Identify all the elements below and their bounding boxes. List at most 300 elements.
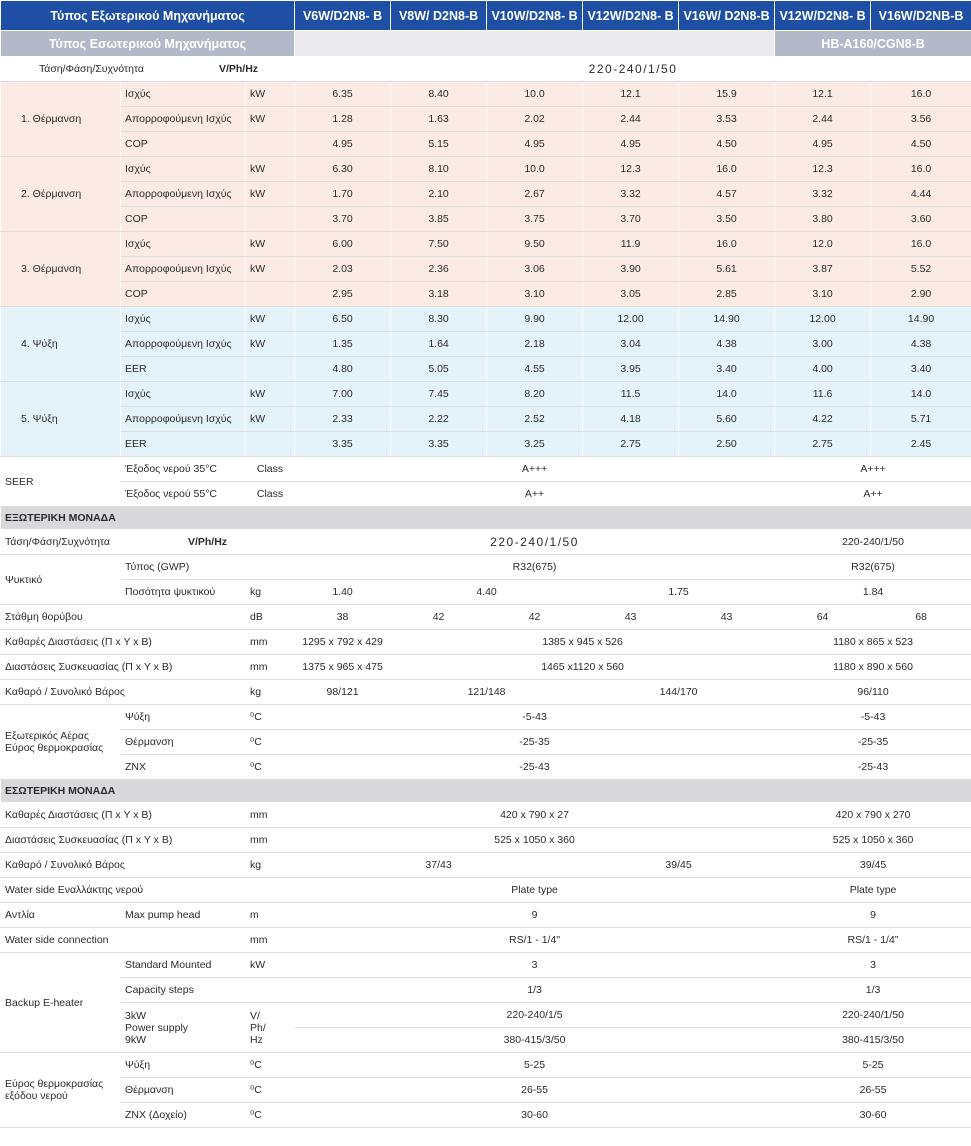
metric-unit: kW (246, 157, 295, 182)
indoor-type-row (1, 31, 971, 57)
model-6: V12W/D2N8- B (775, 1, 871, 31)
value-cell: 7.50 (391, 232, 487, 257)
heater-steps-b: 1/3 (775, 978, 971, 1003)
metric-unit: kW (246, 182, 295, 207)
value-cell: 12.00 (775, 307, 871, 332)
indoor-weight-2: 39/45 (583, 853, 775, 878)
value-cell: 2.75 (775, 432, 871, 457)
mode-label: 3. Θέρμανση (1, 232, 121, 307)
heater-ps-label (121, 1003, 246, 1053)
perf-row (1, 307, 971, 332)
perf-row (1, 407, 971, 432)
qty-4: 1.84 (775, 580, 971, 605)
value-cell: 1.35 (295, 332, 391, 357)
value-cell: 2.44 (583, 107, 679, 132)
pack-dim-label: Διαστάσεις Συσκευασίας (Π x Υ x Β) (1, 655, 246, 680)
seer-35-a: A+++ (295, 457, 775, 482)
seer-row (1, 482, 971, 507)
hx-row (1, 878, 971, 903)
indoor-weight-1: 37/43 (295, 853, 583, 878)
heater-ps-9-a: 380-415/3/50 (295, 1028, 775, 1053)
perf-row (1, 382, 971, 407)
value-cell: 5.15 (391, 132, 487, 157)
value-cell: 2.44 (775, 107, 871, 132)
value-cell: 2.90 (871, 282, 971, 307)
metric-unit: kW (246, 107, 295, 132)
indoor-net-dim-a: 420 x 790 x 27 (295, 803, 775, 828)
value-cell: 4.80 (295, 357, 391, 382)
value-cell: 4.95 (295, 132, 391, 157)
value-cell: 12.00 (583, 307, 679, 332)
weight-label: Καθαρό / Συνολικό Βάρος (1, 680, 246, 705)
pump-b: 9 (775, 903, 971, 928)
indoor-pack-dim-unit: mm (246, 828, 295, 853)
water-b: 30-60 (775, 1103, 971, 1128)
value-cell: 7.45 (391, 382, 487, 407)
seer-55-a: A++ (295, 482, 775, 507)
value-cell: 3.53 (679, 107, 775, 132)
value-cell: 2.36 (391, 257, 487, 282)
metric-label: Ισχύς (121, 307, 246, 332)
metric-label: Απορροφούμενη Ισχύς (121, 407, 246, 432)
ambient-b: -25-43 (775, 755, 971, 780)
heater-ps-row (1, 1003, 971, 1028)
value-cell: 5.52 (871, 257, 971, 282)
noise-label: Στάθμη θορύβου (1, 605, 246, 630)
heater-std-label: Standard Mounted (121, 953, 246, 978)
water-range-label: Εύρος θερμοκρασίας εξόδου νερού (1, 1053, 121, 1128)
weight-unit: kg (246, 680, 295, 705)
ambient-b: -25-35 (775, 730, 971, 755)
metric-unit: kW (246, 232, 295, 257)
outdoor-power-unit: V/Ph/Hz (121, 530, 295, 555)
heater-ps-line: 3kW (125, 1009, 146, 1022)
outdoor-type-label: Τύπος Εξωτερικού Μηχανήματος (1, 1, 295, 31)
water-row (1, 1053, 971, 1078)
value-cell: 8.40 (391, 82, 487, 107)
metric-unit (246, 357, 295, 382)
value-cell: 1.70 (295, 182, 391, 207)
gwp-b: R32(675) (775, 555, 971, 580)
metric-unit: kW (246, 257, 295, 282)
deg-unit: ⁰C (246, 1078, 295, 1103)
heater-std-b: 3 (775, 953, 971, 978)
refrigerant-qty-row (1, 580, 971, 605)
conn-a: RS/1 - 1/4" (295, 928, 775, 953)
indoor-weight-label: Καθαρό / Συνολικό Βάρος (1, 853, 246, 878)
model-3: V10W/D2N8- B (487, 1, 583, 31)
perf-row (1, 207, 971, 232)
hx-b: Plate type (775, 878, 971, 903)
value-cell: 3.10 (775, 282, 871, 307)
value-cell: 3.32 (583, 182, 679, 207)
noise-value: 68 (871, 605, 971, 630)
noise-value: 43 (679, 605, 775, 630)
value-cell: 14.90 (871, 307, 971, 332)
value-cell: 5.60 (679, 407, 775, 432)
value-cell: 3.32 (775, 182, 871, 207)
value-cell: 3.05 (583, 282, 679, 307)
net-dim-2: 1385 x 945 x 526 (391, 630, 775, 655)
heater-ps-unit (246, 1003, 295, 1053)
value-cell: 3.70 (583, 207, 679, 232)
value-cell: 4.95 (487, 132, 583, 157)
indoor-net-dim-label: Καθαρές Διαστάσεις (Π x Υ x Β) (1, 803, 246, 828)
water-row (1, 1103, 971, 1128)
deg-unit: ⁰C (246, 1053, 295, 1078)
mode-label: 5. Ψύξη (1, 382, 121, 457)
pump-a: 9 (295, 903, 775, 928)
conn-b: RS/1 - 1/4" (775, 928, 971, 953)
value-cell: 3.80 (775, 207, 871, 232)
value-cell: 2.85 (679, 282, 775, 307)
weight-1: 98/121 (295, 680, 391, 705)
qty-1: 1.40 (295, 580, 391, 605)
indoor-weight-3: 39/45 (775, 853, 971, 878)
indoor-pack-dim-label: Διαστάσεις Συσκευασίας (Π x Υ x Β) (1, 828, 246, 853)
perf-row (1, 157, 971, 182)
indoor-type-empty (295, 31, 775, 57)
power-unit: V/Ph/Hz (183, 57, 295, 82)
gwp-label: Τύπος (GWP) (121, 555, 295, 580)
value-cell: 11.6 (775, 382, 871, 407)
metric-unit (246, 207, 295, 232)
perf-row (1, 432, 971, 457)
indoor-weight-unit: kg (246, 853, 295, 878)
model-1: V6W/D2N8- B (295, 1, 391, 31)
value-cell: 12.0 (775, 232, 871, 257)
indoor-net-dim-row (1, 803, 971, 828)
metric-label: Ισχύς (121, 82, 246, 107)
section-row (1, 507, 971, 530)
heater-std-unit: kW (246, 953, 295, 978)
metric-label: Απορροφούμενη Ισχύς (121, 182, 246, 207)
value-cell: 16.0 (871, 82, 971, 107)
value-cell: 3.04 (583, 332, 679, 357)
value-cell: 2.22 (391, 407, 487, 432)
model-7: V16W/D2NB-B (871, 1, 971, 31)
metric-label: COP (121, 132, 246, 157)
value-cell: 3.87 (775, 257, 871, 282)
value-cell: 11.9 (583, 232, 679, 257)
metric-unit: kW (246, 407, 295, 432)
qty-2: 4.40 (391, 580, 583, 605)
value-cell: 16.0 (679, 232, 775, 257)
water-mode: Ψύξη (121, 1053, 246, 1078)
mode-label: 1. Θέρμανση (1, 82, 121, 157)
value-cell: 2.18 (487, 332, 583, 357)
value-cell: 2.75 (583, 432, 679, 457)
weight-2: 121/148 (391, 680, 583, 705)
value-cell: 2.52 (487, 407, 583, 432)
metric-label: Απορροφούμενη Ισχύς (121, 257, 246, 282)
metric-label: EER (121, 357, 246, 382)
water-b: 26-55 (775, 1078, 971, 1103)
seer-35-b: A+++ (775, 457, 971, 482)
value-cell: 7.00 (295, 382, 391, 407)
value-cell: 14.90 (679, 307, 775, 332)
value-cell: 3.40 (871, 357, 971, 382)
ambient-b: -5-43 (775, 705, 971, 730)
refrigerant-row (1, 555, 971, 580)
conn-unit: mm (246, 928, 295, 953)
perf-row (1, 357, 971, 382)
value-cell: 14.0 (871, 382, 971, 407)
header-row (1, 1, 971, 31)
value-cell: 3.00 (775, 332, 871, 357)
deg-unit: ⁰C (246, 705, 295, 730)
power-value: 220-240/1/50 (295, 57, 971, 82)
noise-value: 64 (775, 605, 871, 630)
heater-ps-unit-line: Ph/ (250, 1021, 266, 1034)
noise-unit: dB (246, 605, 295, 630)
value-cell: 8.10 (391, 157, 487, 182)
model-5: V16W/ D2N8-B (679, 1, 775, 31)
section-row (1, 780, 971, 803)
metric-unit: kW (246, 382, 295, 407)
refrigerant-label: Ψυκτικό (1, 555, 121, 605)
perf-row (1, 332, 971, 357)
value-cell: 8.20 (487, 382, 583, 407)
value-cell: 4.00 (775, 357, 871, 382)
value-cell: 3.60 (871, 207, 971, 232)
value-cell: 3.50 (679, 207, 775, 232)
perf-row (1, 132, 971, 157)
value-cell: 12.1 (583, 82, 679, 107)
value-cell: 16.0 (871, 157, 971, 182)
outdoor-section-title: ΕΞΩΤΕΡΙΚΗ ΜΟΝΑΔΑ (1, 507, 971, 530)
heater-steps-row (1, 978, 971, 1003)
perf-row (1, 232, 971, 257)
ambient-a: -25-35 (295, 730, 775, 755)
value-cell: 4.50 (871, 132, 971, 157)
value-cell: 6.00 (295, 232, 391, 257)
ambient-label: Εξωτερικός Αέρας Εύρος θερμοκρασίας (1, 705, 121, 780)
value-cell: 4.57 (679, 182, 775, 207)
value-cell: 4.95 (775, 132, 871, 157)
ambient-row (1, 730, 971, 755)
indoor-pack-dim-row (1, 828, 971, 853)
value-cell: 3.70 (295, 207, 391, 232)
heater-ps-unit-line: V/ (250, 1009, 260, 1022)
water-mode: ZNX (Δοχείο) (121, 1103, 246, 1128)
outdoor-power-a: 220-240/1/50 (295, 530, 775, 555)
metric-unit (246, 132, 295, 157)
outdoor-power-b: 220-240/1/50 (775, 530, 971, 555)
value-cell: 3.18 (391, 282, 487, 307)
value-cell: 4.22 (775, 407, 871, 432)
value-cell: 5.71 (871, 407, 971, 432)
seer-35-label: Έξοδος νερού 35°C (121, 457, 246, 482)
value-cell: 2.67 (487, 182, 583, 207)
value-cell: 3.06 (487, 257, 583, 282)
heater-ps-3-a: 220-240/1/5 (295, 1003, 775, 1028)
metric-unit: kW (246, 82, 295, 107)
metric-label: COP (121, 282, 246, 307)
ambient-mode: Θέρμανση (121, 730, 246, 755)
value-cell: 3.25 (487, 432, 583, 457)
metric-label: Απορροφούμενη Ισχύς (121, 107, 246, 132)
indoor-pack-dim-b: 525 x 1050 x 360 (775, 828, 971, 853)
pack-dim-2: 1465 x1120 x 560 (391, 655, 775, 680)
net-dim-row (1, 630, 971, 655)
power-label: Τάση/Φάση/Συχνότητα (1, 57, 183, 82)
outdoor-power-label: Τάση/Φάση/Συχνότητα (1, 530, 121, 555)
qty-3: 1.75 (583, 580, 775, 605)
ambient-a: -25-43 (295, 755, 775, 780)
value-cell: 3.85 (391, 207, 487, 232)
value-cell: 6.35 (295, 82, 391, 107)
indoor-section-title: ΕΣΩΤΕΡΙΚΗ ΜΟΝΑΔΑ (1, 780, 971, 803)
value-cell: 4.50 (679, 132, 775, 157)
value-cell: 3.35 (295, 432, 391, 457)
value-cell: 12.3 (583, 157, 679, 182)
value-cell: 2.33 (295, 407, 391, 432)
value-cell: 3.10 (487, 282, 583, 307)
value-cell: 9.90 (487, 307, 583, 332)
seer-55-b: A++ (775, 482, 971, 507)
model-4: V12W/D2N8- B (583, 1, 679, 31)
pump-sub: Max pump head (121, 903, 246, 928)
seer-55-label: Έξοδος νερού 55°C (121, 482, 246, 507)
mode-label: 4. Ψύξη (1, 307, 121, 382)
value-cell: 4.38 (679, 332, 775, 357)
water-a: 30-60 (295, 1103, 775, 1128)
metric-label: Απορροφούμενη Ισχύς (121, 332, 246, 357)
value-cell: 16.0 (679, 157, 775, 182)
gwp-a: R32(675) (295, 555, 775, 580)
value-cell: 8.30 (391, 307, 487, 332)
value-cell: 2.45 (871, 432, 971, 457)
value-cell: 12.1 (775, 82, 871, 107)
conn-row (1, 928, 971, 953)
net-dim-unit: mm (246, 630, 295, 655)
pack-dim-unit: mm (246, 655, 295, 680)
value-cell: 5.61 (679, 257, 775, 282)
indoor-model: HB-A160/CGN8-B (775, 31, 971, 57)
heater-ps-line: 9kW (125, 1033, 146, 1046)
value-cell: 12.3 (775, 157, 871, 182)
value-cell: 3.95 (583, 357, 679, 382)
noise-row (1, 605, 971, 630)
metric-label: EER (121, 432, 246, 457)
deg-unit: ⁰C (246, 1103, 295, 1128)
value-cell: 10.0 (487, 82, 583, 107)
metric-label: Ισχύς (121, 382, 246, 407)
metric-unit: kW (246, 332, 295, 357)
ambient-a: -5-43 (295, 705, 775, 730)
seer-label: SEER (1, 457, 121, 507)
water-a: 26-55 (295, 1078, 775, 1103)
pack-dim-3: 1180 x 890 x 560 (775, 655, 971, 680)
perf-row (1, 282, 971, 307)
ambient-mode: ZNX (121, 755, 246, 780)
value-cell: 9.50 (487, 232, 583, 257)
value-cell: 2.02 (487, 107, 583, 132)
heater-std-row (1, 953, 971, 978)
metric-label: Ισχύς (121, 157, 246, 182)
value-cell: 15.9 (679, 82, 775, 107)
value-cell: 1.64 (391, 332, 487, 357)
value-cell: 1.28 (295, 107, 391, 132)
value-cell: 1.63 (391, 107, 487, 132)
pump-label: Αντλία (1, 903, 121, 928)
deg-unit: ⁰C (246, 730, 295, 755)
value-cell: 2.50 (679, 432, 775, 457)
perf-row (1, 82, 971, 107)
value-cell: 3.40 (679, 357, 775, 382)
ambient-row (1, 705, 971, 730)
pack-dim-1: 1375 x 965 x 475 (295, 655, 391, 680)
conn-label: Water side connection (1, 928, 246, 953)
noise-value: 38 (295, 605, 391, 630)
value-cell: 5.05 (391, 357, 487, 382)
power-row (1, 57, 971, 82)
metric-label: Ισχύς (121, 232, 246, 257)
value-cell: 2.95 (295, 282, 391, 307)
deg-unit: ⁰C (246, 755, 295, 780)
value-cell: 3.75 (487, 207, 583, 232)
metric-label: COP (121, 207, 246, 232)
net-dim-label: Καθαρές Διαστάσεις (Π x Υ x Β) (1, 630, 246, 655)
water-row (1, 1078, 971, 1103)
water-a: 5-25 (295, 1053, 775, 1078)
value-cell: 6.30 (295, 157, 391, 182)
indoor-weight-row (1, 853, 971, 878)
value-cell: 3.35 (391, 432, 487, 457)
value-cell: 10.0 (487, 157, 583, 182)
heater-label: Backup E-heater (1, 953, 121, 1053)
heater-steps-unit (246, 978, 295, 1003)
value-cell: 14.0 (679, 382, 775, 407)
net-dim-1: 1295 x 792 x 429 (295, 630, 391, 655)
qty-unit: kg (246, 580, 295, 605)
value-cell: 16.0 (871, 232, 971, 257)
value-cell: 2.03 (295, 257, 391, 282)
weight-3: 144/170 (583, 680, 775, 705)
hx-label: Water side Εναλλάκτης νερού (1, 878, 295, 903)
value-cell: 6.50 (295, 307, 391, 332)
seer-row (1, 457, 971, 482)
seer-unit: Class (246, 482, 295, 507)
mode-label: 2. Θέρμανση (1, 157, 121, 232)
metric-unit (246, 432, 295, 457)
noise-value: 43 (583, 605, 679, 630)
noise-value: 42 (391, 605, 487, 630)
heater-steps-a: 1/3 (295, 978, 775, 1003)
net-dim-3: 1180 x 865 x 523 (775, 630, 971, 655)
qty-label: Ποσότητα ψυκτικού (121, 580, 246, 605)
outdoor-power-row (1, 530, 971, 555)
value-cell: 2.10 (391, 182, 487, 207)
value-cell: 4.38 (871, 332, 971, 357)
heater-steps-label: Capacity steps (121, 978, 246, 1003)
heater-std-a: 3 (295, 953, 775, 978)
value-cell: 4.55 (487, 357, 583, 382)
water-b: 5-25 (775, 1053, 971, 1078)
indoor-pack-dim-a: 525 x 1050 x 360 (295, 828, 775, 853)
ambient-row (1, 755, 971, 780)
heater-ps-9-b: 380-415/3/50 (775, 1028, 971, 1053)
value-cell: 4.95 (583, 132, 679, 157)
value-cell: 4.18 (583, 407, 679, 432)
perf-row (1, 182, 971, 207)
noise-value: 42 (487, 605, 583, 630)
heater-ps-unit-line: Hz (250, 1033, 263, 1046)
heater-ps-line: Power supply (125, 1021, 189, 1034)
pump-unit: m (246, 903, 295, 928)
value-cell: 4.44 (871, 182, 971, 207)
